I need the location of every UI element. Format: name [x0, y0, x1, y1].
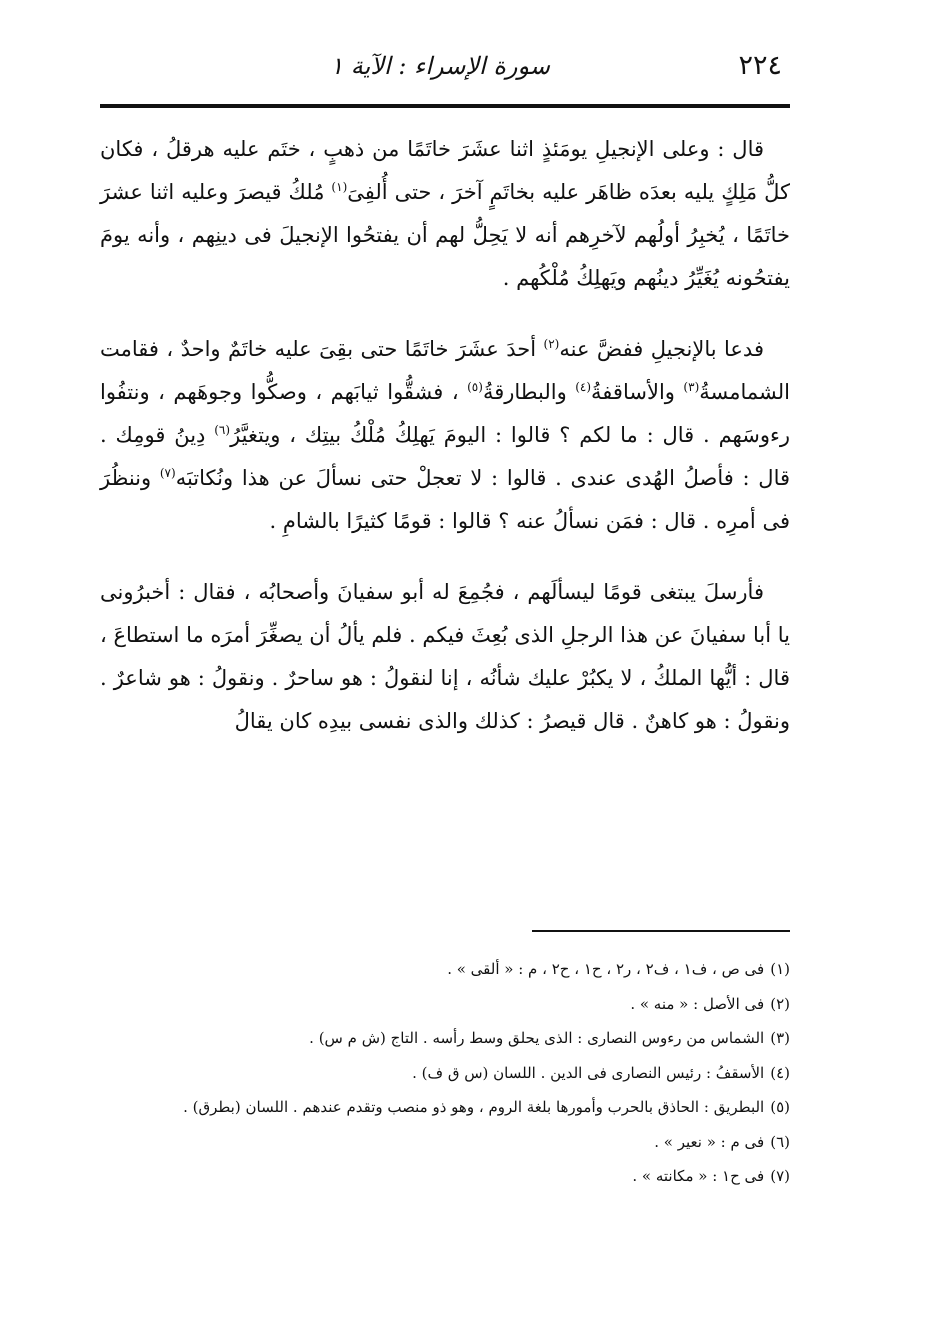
footnote — [100, 952, 790, 987]
text-run: والأساقفةُ — [591, 380, 684, 404]
footnote-text: الشماس من رءوس النصارى : الذى يحلق وسط رأسه . التاج (ش م س) . — [309, 1029, 765, 1047]
footnote-separator — [532, 930, 790, 932]
footnote — [100, 1159, 790, 1194]
text-run: دِينُ قومِك . قال : فأصلُ الهُدى عندى . قالوا : لا تعجلْ حتى نسألَ عن هذا ونُكاتبَه — [100, 423, 791, 490]
footnote-number: (٤) — [770, 1063, 790, 1082]
footnote — [100, 1021, 790, 1056]
running-title: سورة الإسراء : الآية ١ — [330, 52, 550, 80]
page-header — [100, 42, 790, 92]
footnote-number: (١) — [770, 960, 790, 978]
paragraph — [100, 571, 790, 743]
footnote-text: فى الأصل : « منه » . — [630, 994, 765, 1013]
footnote-marker[interactable]: (٤) — [575, 380, 592, 394]
text-run: ، فشقُّوا ثيابَهم ، وصكُّوا وجوهَهم ، ونتفُوا رءوسَهم . قال : ما لكم ؟ قالوا : اليومَ يَهلِكُ مُلْكُ بيتِك ، ويتغيَّرُ — [100, 380, 790, 447]
text-run: أحدَ عشَرَ خاتَمًا حتى بقِىَ عليه خاتَمٌ واحدٌ ، فقامت الشمامسةُ — [100, 337, 790, 404]
text-run: فدعا بالإنجيلِ ففضَّ عنه — [559, 337, 764, 361]
main-text — [100, 128, 790, 771]
footnote-text: فى ح١ : « مكانته » . — [632, 1167, 765, 1185]
footnote-text: البطريق : الحاذق بالحرب وأمورها بلغة الروم ، وهو ذو منصب وتقدم عندهم . اللسان (بطرق) . — [183, 1098, 765, 1116]
footnote-marker[interactable]: (٥) — [467, 380, 483, 394]
text-run: فأرسلَ يبتغى قومًا ليسألَهم ، فجُمِعَ له أبو سفيانَ وأصحابُه ، فقال : أخبرُونى يا أبا سفيانَ عن هذا الرجلِ الذى بُعِثَ فيكم . فلم يألُ أن يصغِّرَ أمرَه ما استطاعَ ، قال : أيُّها الملكُ ، لا يكبُرْ عليك شأنُه ، إنا لنقولُ : هو ساحرٌ . ونقولُ : هو شاعرٌ . ونقولُ : هو كاهنٌ . قال قيصرُ : كذلك والذى نفسى بيدِه كان يقالُ — [100, 580, 790, 733]
footnote-marker[interactable]: (٦) — [214, 423, 231, 437]
footnote — [100, 987, 790, 1022]
footnote-number: (٧) — [770, 1167, 790, 1185]
footnote — [100, 1125, 790, 1160]
footnote-number: (٥) — [770, 1098, 790, 1116]
text-run: وننظُرَ فى أمرِه . قال : فمَن نسألُ عنه ؟ قالوا : قومًا كثيرًا بالشامِ . — [100, 466, 790, 533]
paragraph — [100, 328, 790, 543]
footnote-text: فى ص ، ف١ ، ف٢ ، ر٢ ، ح١ ، ح٢ ، م : « ألقى » . — [447, 960, 765, 978]
text-run: والبطارقةُ — [482, 380, 576, 404]
footnote-text: الأسقفُ : رئيس النصارى فى الدين . اللسان (س ق ف) . — [412, 1063, 765, 1082]
text-run: قال : وعلى الإنجيلِ يومَئذٍ اثنا عشَرَ خاتَمًا من ذهبٍ ، ختَم عليه هرقلُ ، فكان كلُّ مَلِكٍ يليه بعدَه ظاهَر عليه بخاتَمٍ آخرَ ، حتى أُلفِىَ — [100, 137, 790, 204]
text-run: مُلكُ قيصرَ وعليه اثنا عشرَ خاتَمًا ، يُخبِرُ أولُهم لآخرِهم أنه لا يَحِلُّ لهم أن يفتحُوا الإنجيلَ فى دينِهم ، وأنه يومَ يفتحُونه يُغَيِّرُ دينُهم ويَهلِكُ مُلْكُهم . — [100, 180, 790, 290]
paragraph — [100, 128, 790, 300]
footnote — [100, 1056, 790, 1091]
footnote-number: (٢) — [770, 994, 790, 1013]
footnote-number: (٦) — [770, 1132, 790, 1151]
footnote-marker[interactable]: (٣) — [683, 380, 700, 394]
footnotes — [100, 952, 790, 1194]
footnote-text: فى م : « نعير » . — [654, 1132, 765, 1151]
footnote-marker[interactable]: (٧) — [159, 466, 176, 480]
page-number: ٢٢٤ — [738, 50, 782, 81]
footnote — [100, 1090, 790, 1125]
footnote-marker[interactable]: (١) — [331, 180, 348, 194]
footnote-number: (٣) — [770, 1029, 790, 1047]
footnote-marker[interactable]: (٢) — [543, 337, 560, 351]
header-rule — [100, 104, 790, 108]
